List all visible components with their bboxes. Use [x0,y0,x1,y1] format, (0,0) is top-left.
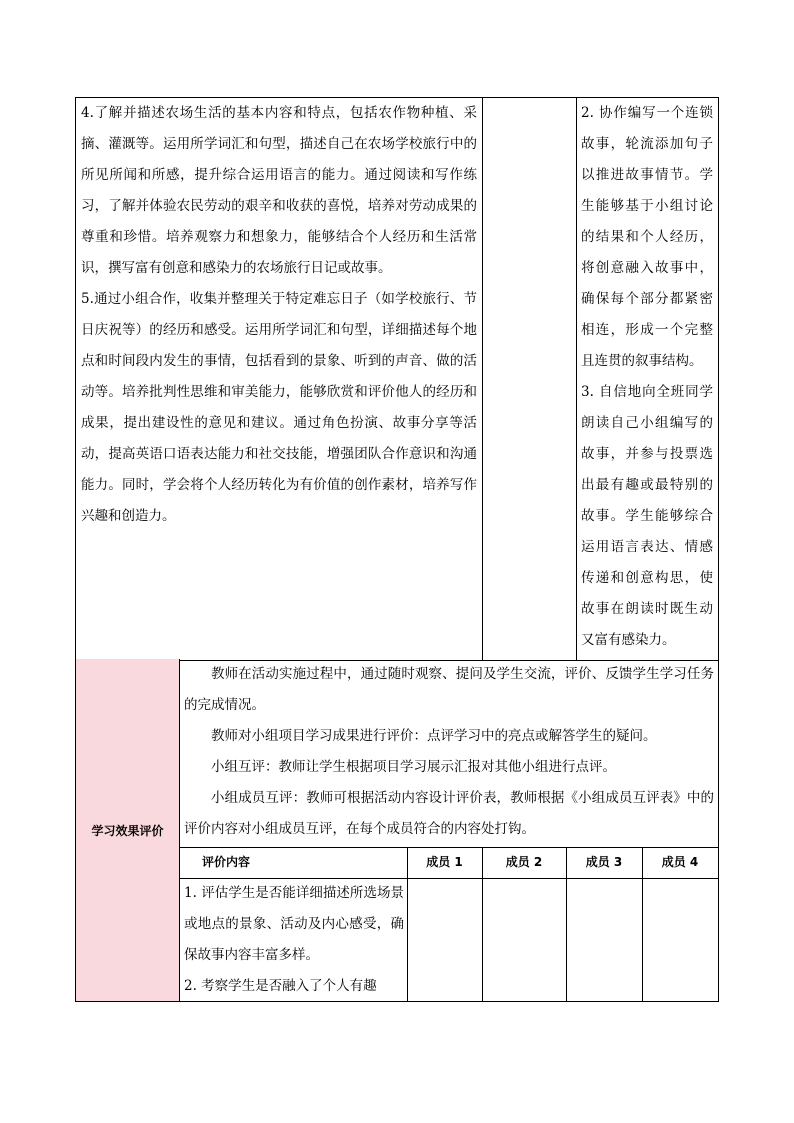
objective-item-5: 5.通过小组合作，收集并整理关于特定难忘日子（如学校旅行、节日庆祝等）的经历和感受。运用所学词汇和句型，详细描述每个地点和时间段内发生的事情，包括看到的景象、听到的声音、做的活动等。培养批判性思维和审美能力，能够欣赏和评价他人的经历和成果，提出建设性的意见和建议。通过角色扮演、故事分享等活动，提高英语口语表达能力和社交技能，增强团队合作意识和沟通能力。同时，学会将个人经历转化为有价值的创作素材，培养写作兴趣和创造力。 [81,291,477,524]
evaluation-paragraph: 小组互评：教师让学生根据项目学习展示汇报对其他小组进行点评。 [211,759,616,775]
activities-cell [581,98,713,656]
page [75,97,719,1003]
criteria-cell [184,878,404,1002]
column-divider [576,98,577,660]
column-divider [482,98,483,660]
evaluation-section [75,659,719,1002]
criteria-item-1: 1. 评估学生是否能详细描述所选场景或地点的景象、活动及内心感受，确保故事内容丰富多样。 [184,885,404,963]
objectives-cell [81,98,477,532]
header-member-2: 成员 2 [505,855,543,869]
evaluation-paragraph: 小组成员互评：教师可根据活动内容设计评价表，教师根据《小组成员互评表》中的评价内容对小组成员互评，在每个成员符合的内容处打钩。 [184,790,714,837]
evaluation-label: 学习效果评价 [91,824,164,838]
activity-item-3: 3. 自信地向全班同学朗读自己小组编写的故事，并参与投票选出最有趣或最特别的故事。学生能够综合运用语言表达、情感传递和创意构思，使故事在朗读时既生动又富有感染力。 [581,384,713,648]
evaluation-label-cell [76,659,180,1001]
peer-evaluation-table [180,847,718,1001]
header-criteria: 评价内容 [202,855,251,869]
header-member-3: 成员 3 [585,855,623,869]
criteria-item-2: 2. 考察学生是否融入了个人有趣 [184,978,377,994]
objectives-table [75,97,719,661]
evaluation-paragraph: 教师对小组项目学习成果进行评价：点评学习中的亮点或解答学生的疑问。 [211,728,657,744]
objective-item-4: 4.了解并描述农场生活的基本内容和特点，包括农作物种植、采摘、灌溉等。运用所学词汇和句型，描述自己在农场学校旅行中的所见所闻和所感，提升综合运用语言的能力。通过阅读和写作练习，了解并体验农民劳动的艰辛和收获的喜悦，培养对劳动成果的尊重和珍惜。培养观察力和想象力，能够结合个人经历和生活常识，撰写富有创意和感染力的农场旅行日记或故事。 [81,105,477,276]
evaluation-paragraph: 教师在活动实施过程中，通过随时观察、提问及学生交流，评价、反馈学生学习任务的完成情况。 [184,666,714,713]
header-member-1: 成员 1 [426,855,463,869]
evaluation-description [180,659,718,847]
header-member-4: 成员 4 [661,855,699,869]
activity-item-2: 2. 协作编写一个连锁故事，轮流添加句子以推进故事情节。学生能够基于小组讨论的结果和个人经历，将创意融入故事中，确保每个部分都紧密相连，形成一个完整且连贯的叙事结构。 [581,105,713,369]
